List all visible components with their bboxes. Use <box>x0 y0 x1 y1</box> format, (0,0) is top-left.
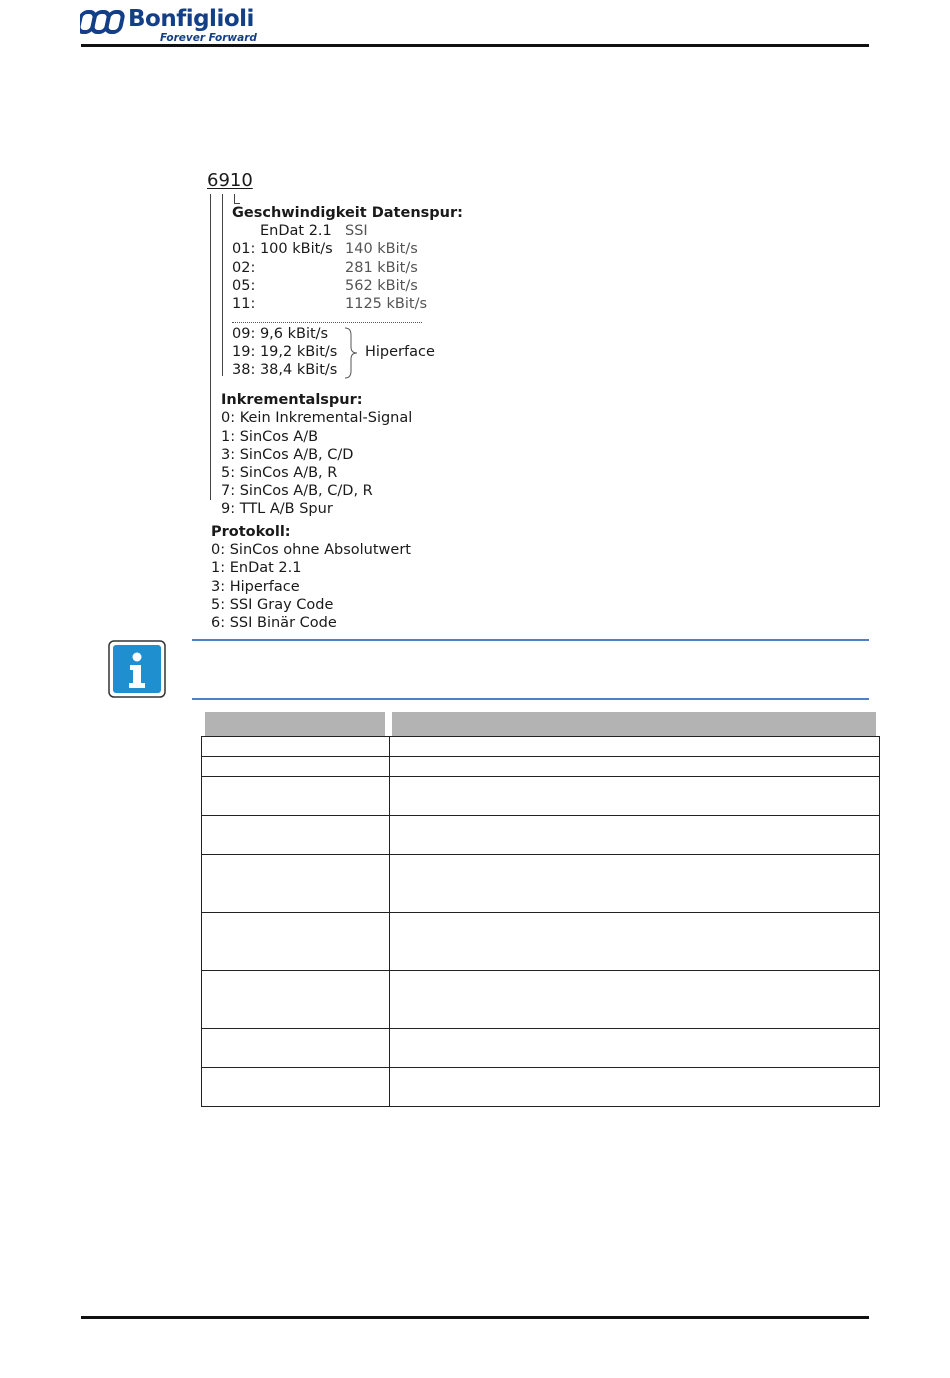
table-row <box>202 971 880 1029</box>
brand-slogan: Forever Forward <box>160 32 257 44</box>
speed-row-ssi: 281 kBit/s <box>345 260 418 276</box>
speed-row-ssi: 1125 kBit/s <box>345 296 428 312</box>
protocol-item: 1: EnDat 2.1 <box>211 560 302 576</box>
speed-row-code: 05: <box>232 278 256 294</box>
speed-col-endat: EnDat 2.1 <box>260 223 332 239</box>
table-row <box>202 913 880 971</box>
protocol-item: 3: Hiperface <box>211 579 300 595</box>
header-rule <box>81 44 869 47</box>
brace-icon <box>343 327 363 379</box>
table-row <box>202 855 880 913</box>
protocol-title: Protokoll: <box>211 524 291 540</box>
incremental-title: Inkrementalspur: <box>221 392 363 408</box>
table-row <box>202 777 880 816</box>
speed-row-ssi: 140 kBit/s <box>345 241 418 257</box>
tree-line-protocol <box>210 194 211 500</box>
protocol-item: 5: SSI Gray Code <box>211 597 334 613</box>
parameter-code: 6910 <box>207 170 253 191</box>
info-rule-bottom <box>192 698 869 700</box>
incremental-item: 1: SinCos A/B <box>221 429 319 445</box>
speed-row-code: 11: <box>232 296 256 312</box>
table-row <box>202 816 880 855</box>
speed-row-code: 02: <box>232 260 256 276</box>
speed-col-ssi: SSI <box>345 223 368 239</box>
protocol-item: 6: SSI Binär Code <box>211 615 337 631</box>
table-row <box>202 737 880 757</box>
tree-line-incremental <box>222 194 223 376</box>
settings-table <box>201 736 880 1107</box>
info-rule-top <box>192 639 869 641</box>
table-header-cell <box>392 712 876 736</box>
hiperface-row: 19: 19,2 kBit/s <box>232 344 338 360</box>
hiperface-row: 38: 38,4 kBit/s <box>232 362 338 378</box>
table-row <box>202 757 880 777</box>
incremental-item: 5: SinCos A/B, R <box>221 465 338 481</box>
protocol-item: 0: SinCos ohne Absolutwert <box>211 542 411 558</box>
dotted-separator <box>232 322 422 323</box>
incremental-item: 3: SinCos A/B, C/D <box>221 447 354 463</box>
footer-rule <box>81 1316 869 1319</box>
table-row <box>202 1029 880 1068</box>
speed-title: Geschwindigkeit Datenspur: <box>232 205 463 221</box>
table-row <box>202 1068 880 1107</box>
table-header-cell <box>205 712 385 736</box>
speed-row-code: 01: 100 kBit/s <box>232 241 333 257</box>
hiperface-row: 09: 9,6 kBit/s <box>232 326 329 342</box>
incremental-item: 0: Kein Inkremental-Signal <box>221 410 413 426</box>
hiperface-label: Hiperface <box>365 344 435 360</box>
incremental-item: 7: SinCos A/B, C/D, R <box>221 483 373 499</box>
incremental-item: 9: TTL A/B Spur <box>221 501 333 517</box>
info-icon <box>108 640 166 698</box>
brand-name: Bonfiglioli <box>128 6 254 32</box>
speed-row-ssi: 562 kBit/s <box>345 278 418 294</box>
